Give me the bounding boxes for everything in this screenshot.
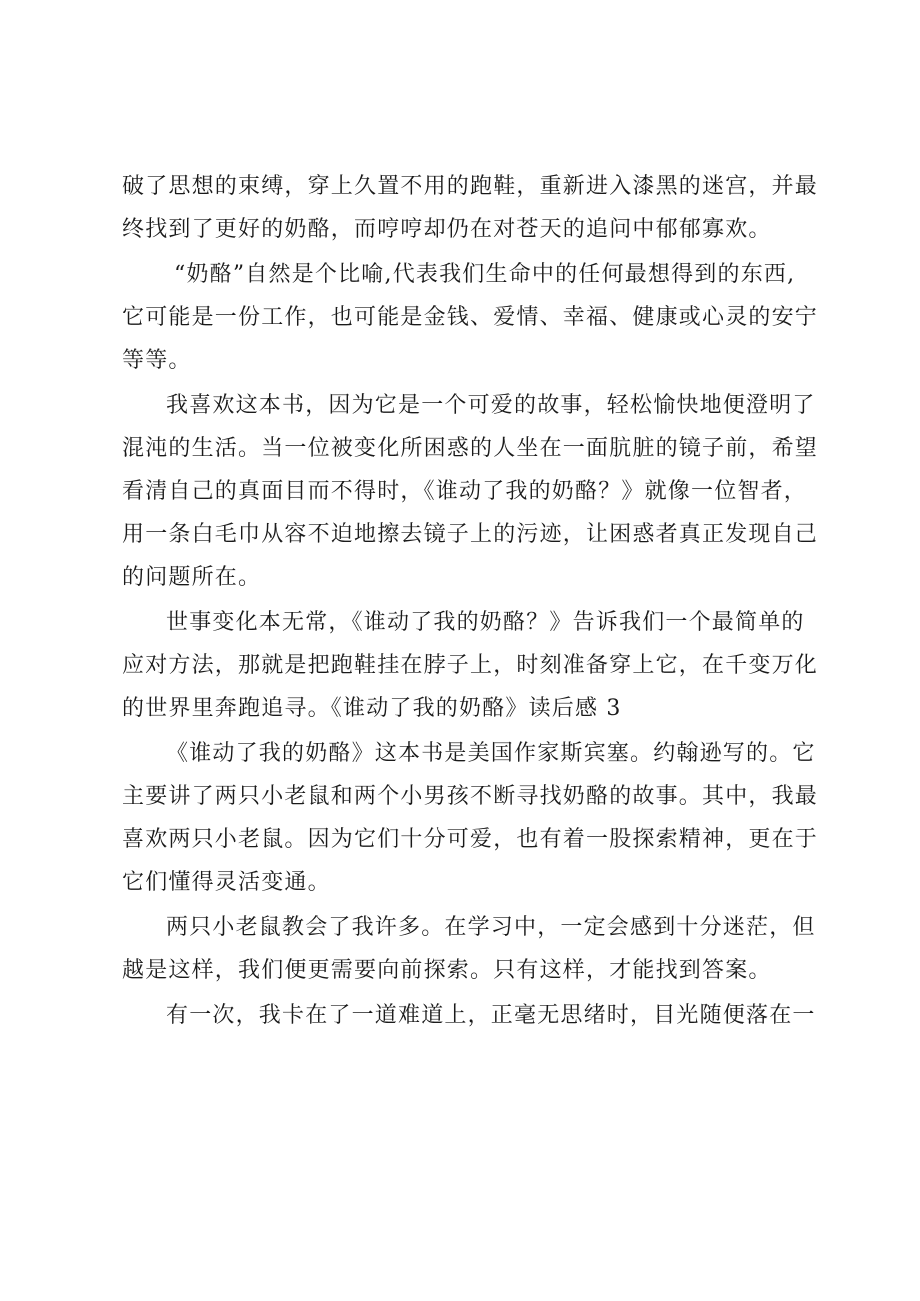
text-line: 《谁动了我的奶酪》这本书是美国作家斯宾塞。约翰逊写的。它	[166, 741, 816, 766]
text-line: 喜欢两只小老鼠。因为它们十分可爱，也有着一股探索精神，更在于	[122, 827, 819, 852]
text-line: 主要讲了两只小老鼠和两个小男孩不断寻找奶酪的故事。其中，我最	[122, 784, 819, 809]
text-line: 的问题所在。	[122, 565, 262, 590]
text-line: 它们懂得灵活变通。	[122, 870, 331, 895]
text-line: 用一条白毛巾从容不迫地擦去镜子上的污迹，让困惑者真正发现自己	[122, 522, 819, 547]
text-line: 的世界里奔跑追寻。《谁动了我的奶酪》读后感 3	[122, 696, 622, 721]
paragraph-2	[122, 253, 822, 382]
paragraph-3	[122, 384, 822, 599]
text-line: 我喜欢这本书，因为它是一个可爱的故事，轻松愉快地便澄明了	[166, 393, 816, 418]
text-line: 破了思想的束缚，穿上久置不用的跑鞋，重新进入漆黑的迷宫，并最	[122, 174, 819, 199]
paragraph-7	[122, 994, 822, 1037]
text-line: 终找到了更好的奶酪，而哼哼却仍在对苍天的追问中郁郁寡欢。	[122, 217, 772, 242]
text-line: 混沌的生活。当一位被变化所困惑的人坐在一面肮脏的镜子前，希望	[122, 436, 819, 461]
text-line: 两只小老鼠教会了我许多。在学习中，一定会感到十分迷茫，但	[166, 915, 816, 940]
paragraph-5	[122, 732, 822, 904]
text-line: “奶酪”自然是个比喻,代表我们生命中的任何最想得到的东西,	[174, 262, 796, 287]
text-line: 有一次，我卡在了一道难道上，正毫无思绪时，目光随便落在一	[166, 1003, 816, 1028]
text-line: 应对方法，那就是把跑鞋挂在脖子上，时刻准备穿上它，在千变万化	[122, 653, 819, 678]
text-line: 看清自己的真面目而不得时，《谁动了我的奶酪？》就像一位智者，	[122, 479, 808, 504]
text-line: 等等。	[122, 348, 192, 373]
paragraph-1	[122, 165, 822, 251]
document-body	[122, 165, 822, 1039]
text-line: 它可能是一份工作，也可能是金钱、爱情、幸福、健康或心灵的安宁	[122, 305, 819, 330]
text-line: 世事变化本无常，《谁动了我的奶酪？》告诉我们一个最简单的	[166, 610, 805, 635]
text-line: 越是这样，我们便更需要向前探索。只有这样，才能找到答案。	[122, 958, 772, 983]
paragraph-6	[122, 906, 822, 992]
paragraph-4	[122, 601, 822, 730]
